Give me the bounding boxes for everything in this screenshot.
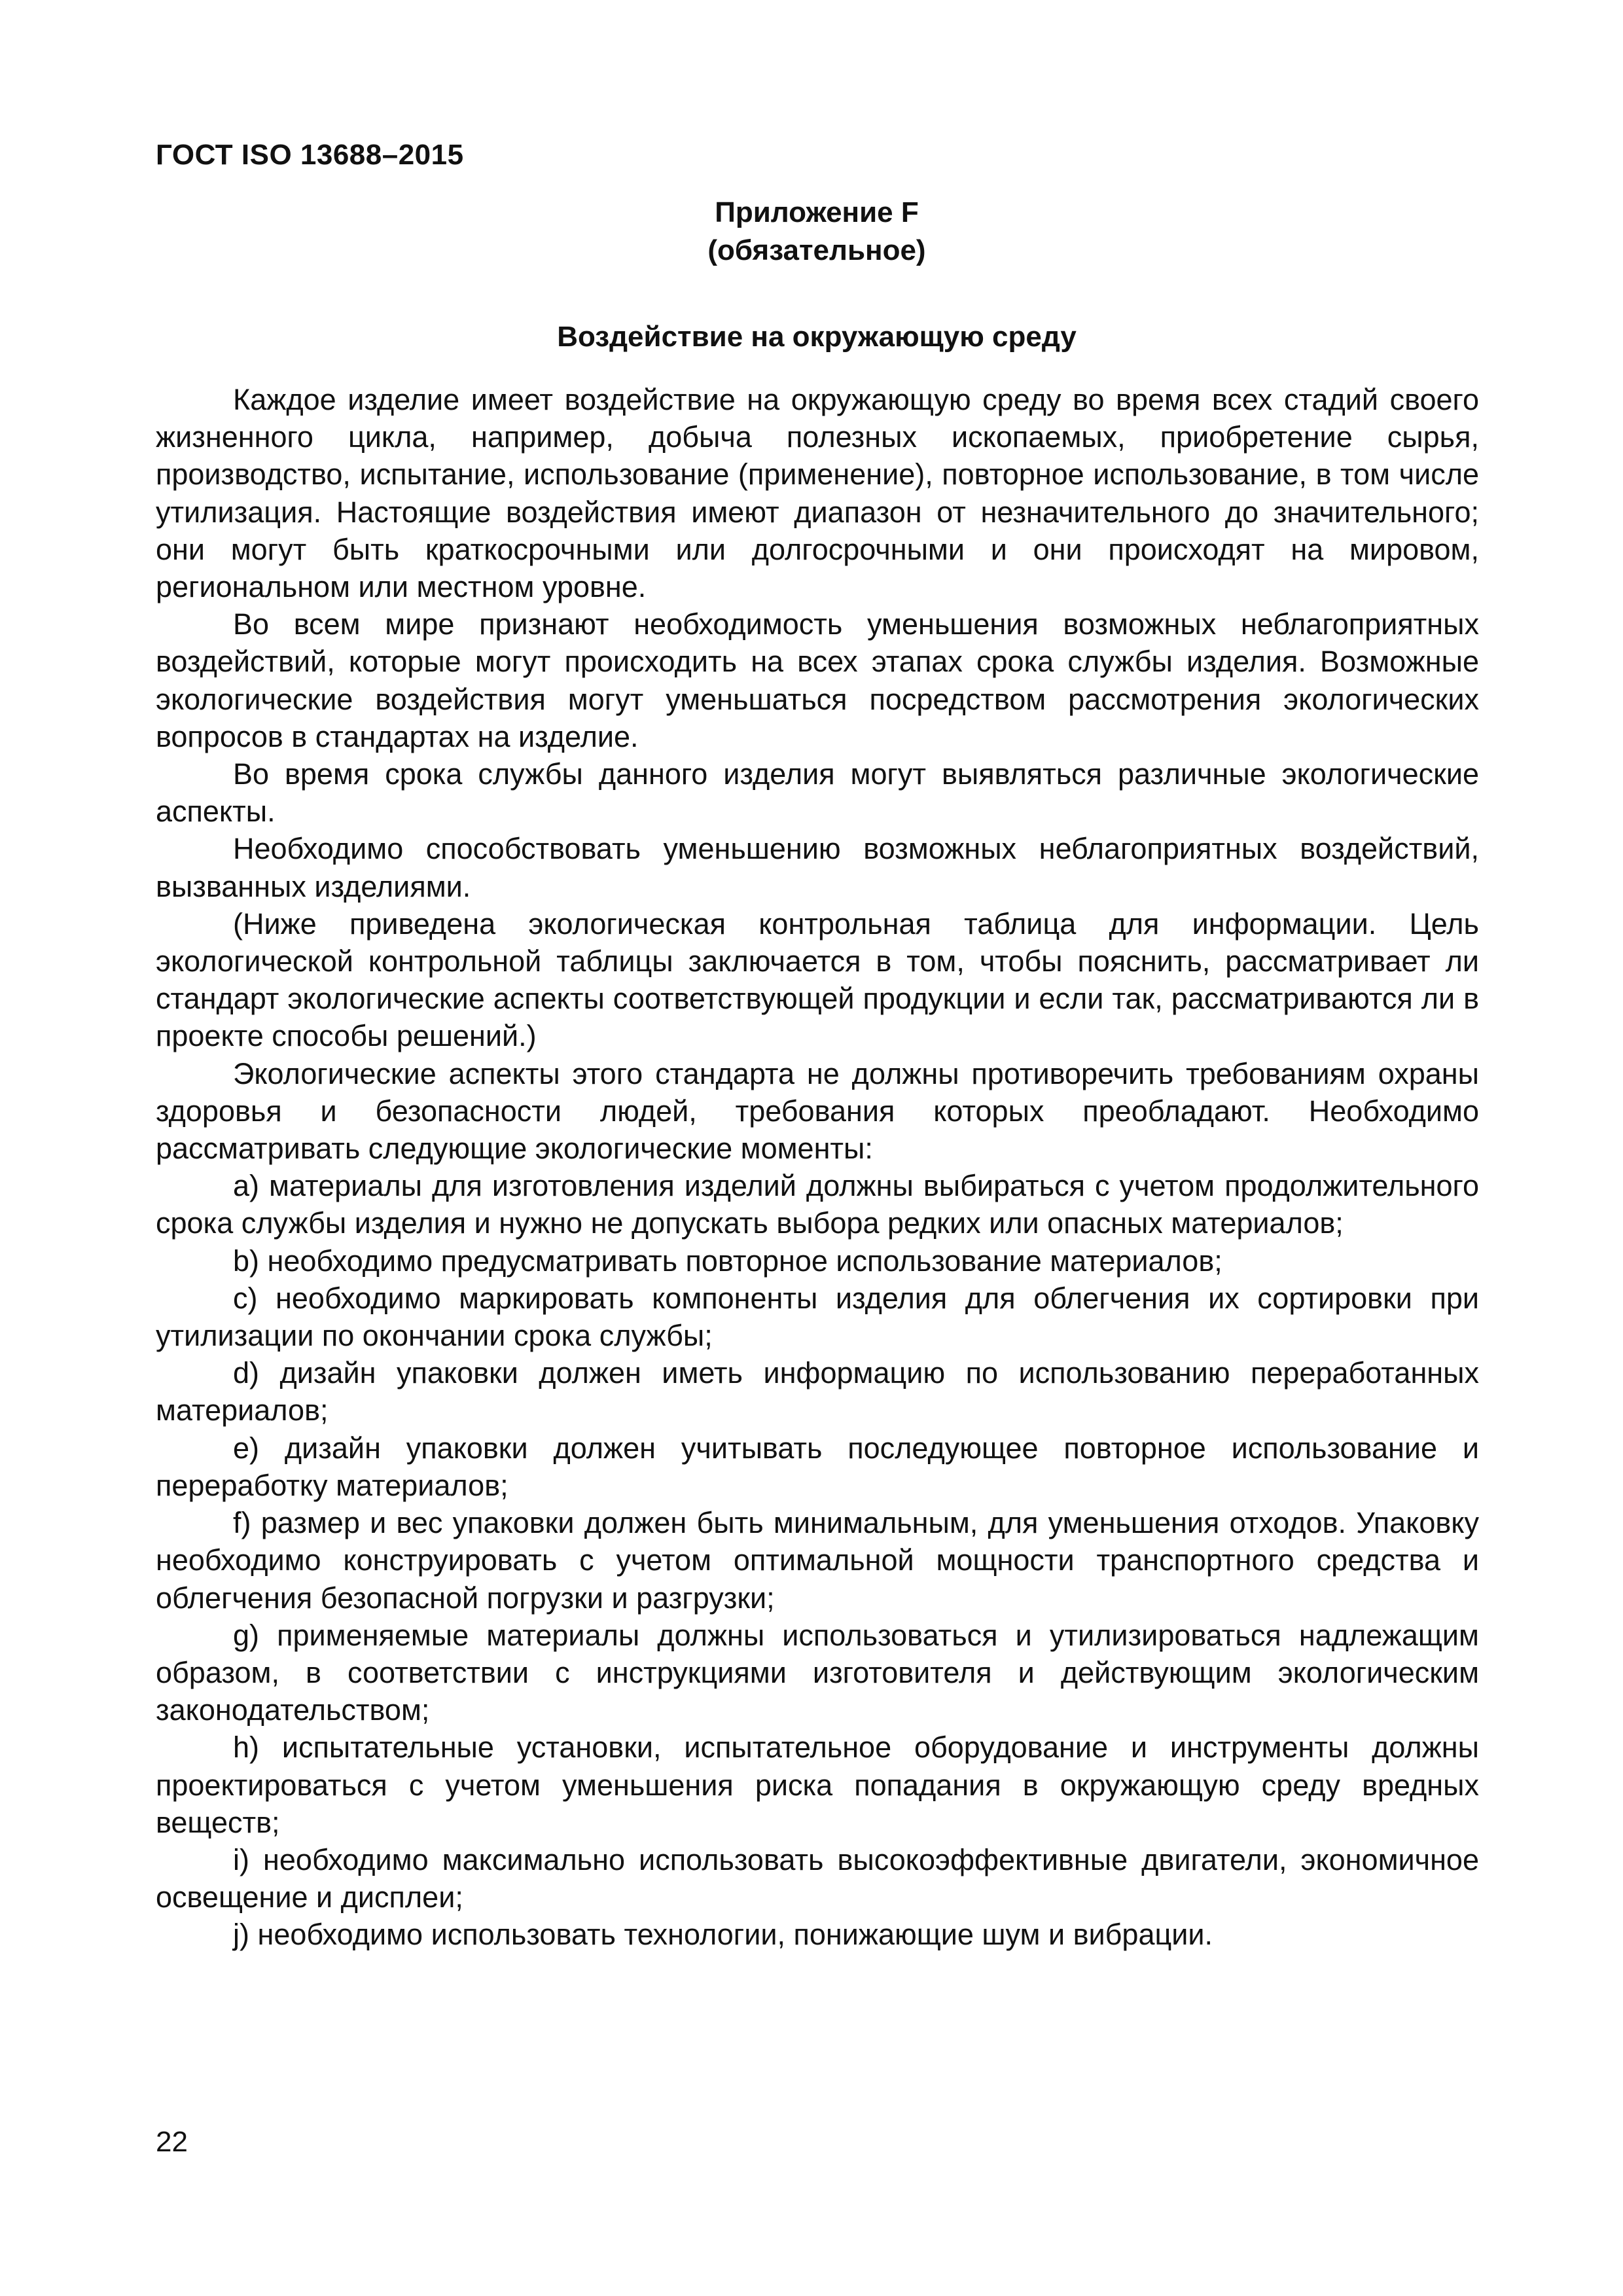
page-number: 22 [156, 2126, 188, 2158]
list-item: h) испытательные установки, испытательное оборудование и инструменты должны проектироваться с учетом уменьшения риска попадания в окружающую среду вредных веществ; [156, 1731, 1479, 1839]
body-text [156, 381, 1479, 1954]
list-item: i) необходимо максимально использовать высокоэффективные двигатели, экономичное освещение и дисплеи; [156, 1842, 1479, 1914]
paragraph: Во время срока службы данного изделия могут выявляться различные экологические аспекты. [156, 757, 1479, 829]
section-title: Воздействие на окружающую среду [557, 321, 1077, 353]
paragraph: Каждое изделие имеет воздействие на окружающую среду во время всех стадий своего жизненного цикла, например, добыча полезных ископаемых, приобретение сырья, производство, испытание, использование (применение), повторное использование, в том числе утилизация. Настоящие воздействия имеют диапазон от незначительного до значительного; они могут быть краткосрочными или долгосрочными и они происходят на мировом, региональном или местном уровне. [156, 383, 1479, 604]
list-item: f) размер и вес упаковки должен быть минимальным, для уменьшения отходов. Упаковку необходимо конструировать с учетом оптимальной мощности транспортного средства и облегчения безопасной погрузки и разгрузки; [156, 1506, 1479, 1615]
paragraph: Необходимо способствовать уменьшению возможных неблагоприятных воздействий, вызванных изделиями. [156, 832, 1479, 903]
list-item: с) необходимо маркировать компоненты изделия для облегчения их сортировки при утилизации по окончании срока службы; [156, 1281, 1479, 1353]
annex-title: Приложение F [715, 196, 919, 228]
paragraph: Экологические аспекты этого стандарта не должны противоречить требованиям охраны здоровья и безопасности людей, требования которых преобладают. Необходимо рассматривать следующие экологические моменты: [156, 1056, 1479, 1166]
annex-heading [156, 194, 1478, 356]
paragraph: (Ниже приведена экологическая контрольная таблица для информации. Цель экологической контрольной таблицы заключается в том, чтобы пояснить, рассматривает ли стандарт экологические аспекты соответствующей продукции и если так, рассматриваются ли в проекте способы решений.) [156, 906, 1479, 1053]
annex-status: (обязательное) [707, 234, 926, 266]
paragraph: Во всем мире признают необходимость уменьшения возможных неблагоприятных воздействий, которые могут происходить на всех этапах срока службы изделия. Возможные экологические воздействия могут уменьшаться посредством рассмотрения экологических вопросов в стандартах на изделие. [156, 607, 1479, 753]
list-item: b) необходимо предусматривать повторное использование материалов; [233, 1244, 1222, 1278]
list-item: g) применяемые материалы должны использоваться и утилизироваться надлежащим образом, в соответствии с инструкциями изготовителя и действующим экологическим законодательством; [156, 1618, 1479, 1727]
list-item: а) материалы для изготовления изделий должны выбираться с учетом продолжительного срока службы изделия и нужно не допускать выбора редких или опасных материалов; [156, 1169, 1479, 1240]
list-item: d) дизайн упаковки должен иметь информацию по использованию переработанных материалов; [156, 1356, 1479, 1427]
document-code: ГОСТ ISO 13688–2015 [156, 139, 464, 171]
list-item: j) необходимо использовать технологии, понижающие шум и вибрации. [233, 1918, 1213, 1952]
list-item: е) дизайн упаковки должен учитывать последующее повторное использование и переработку материалов; [156, 1431, 1479, 1502]
